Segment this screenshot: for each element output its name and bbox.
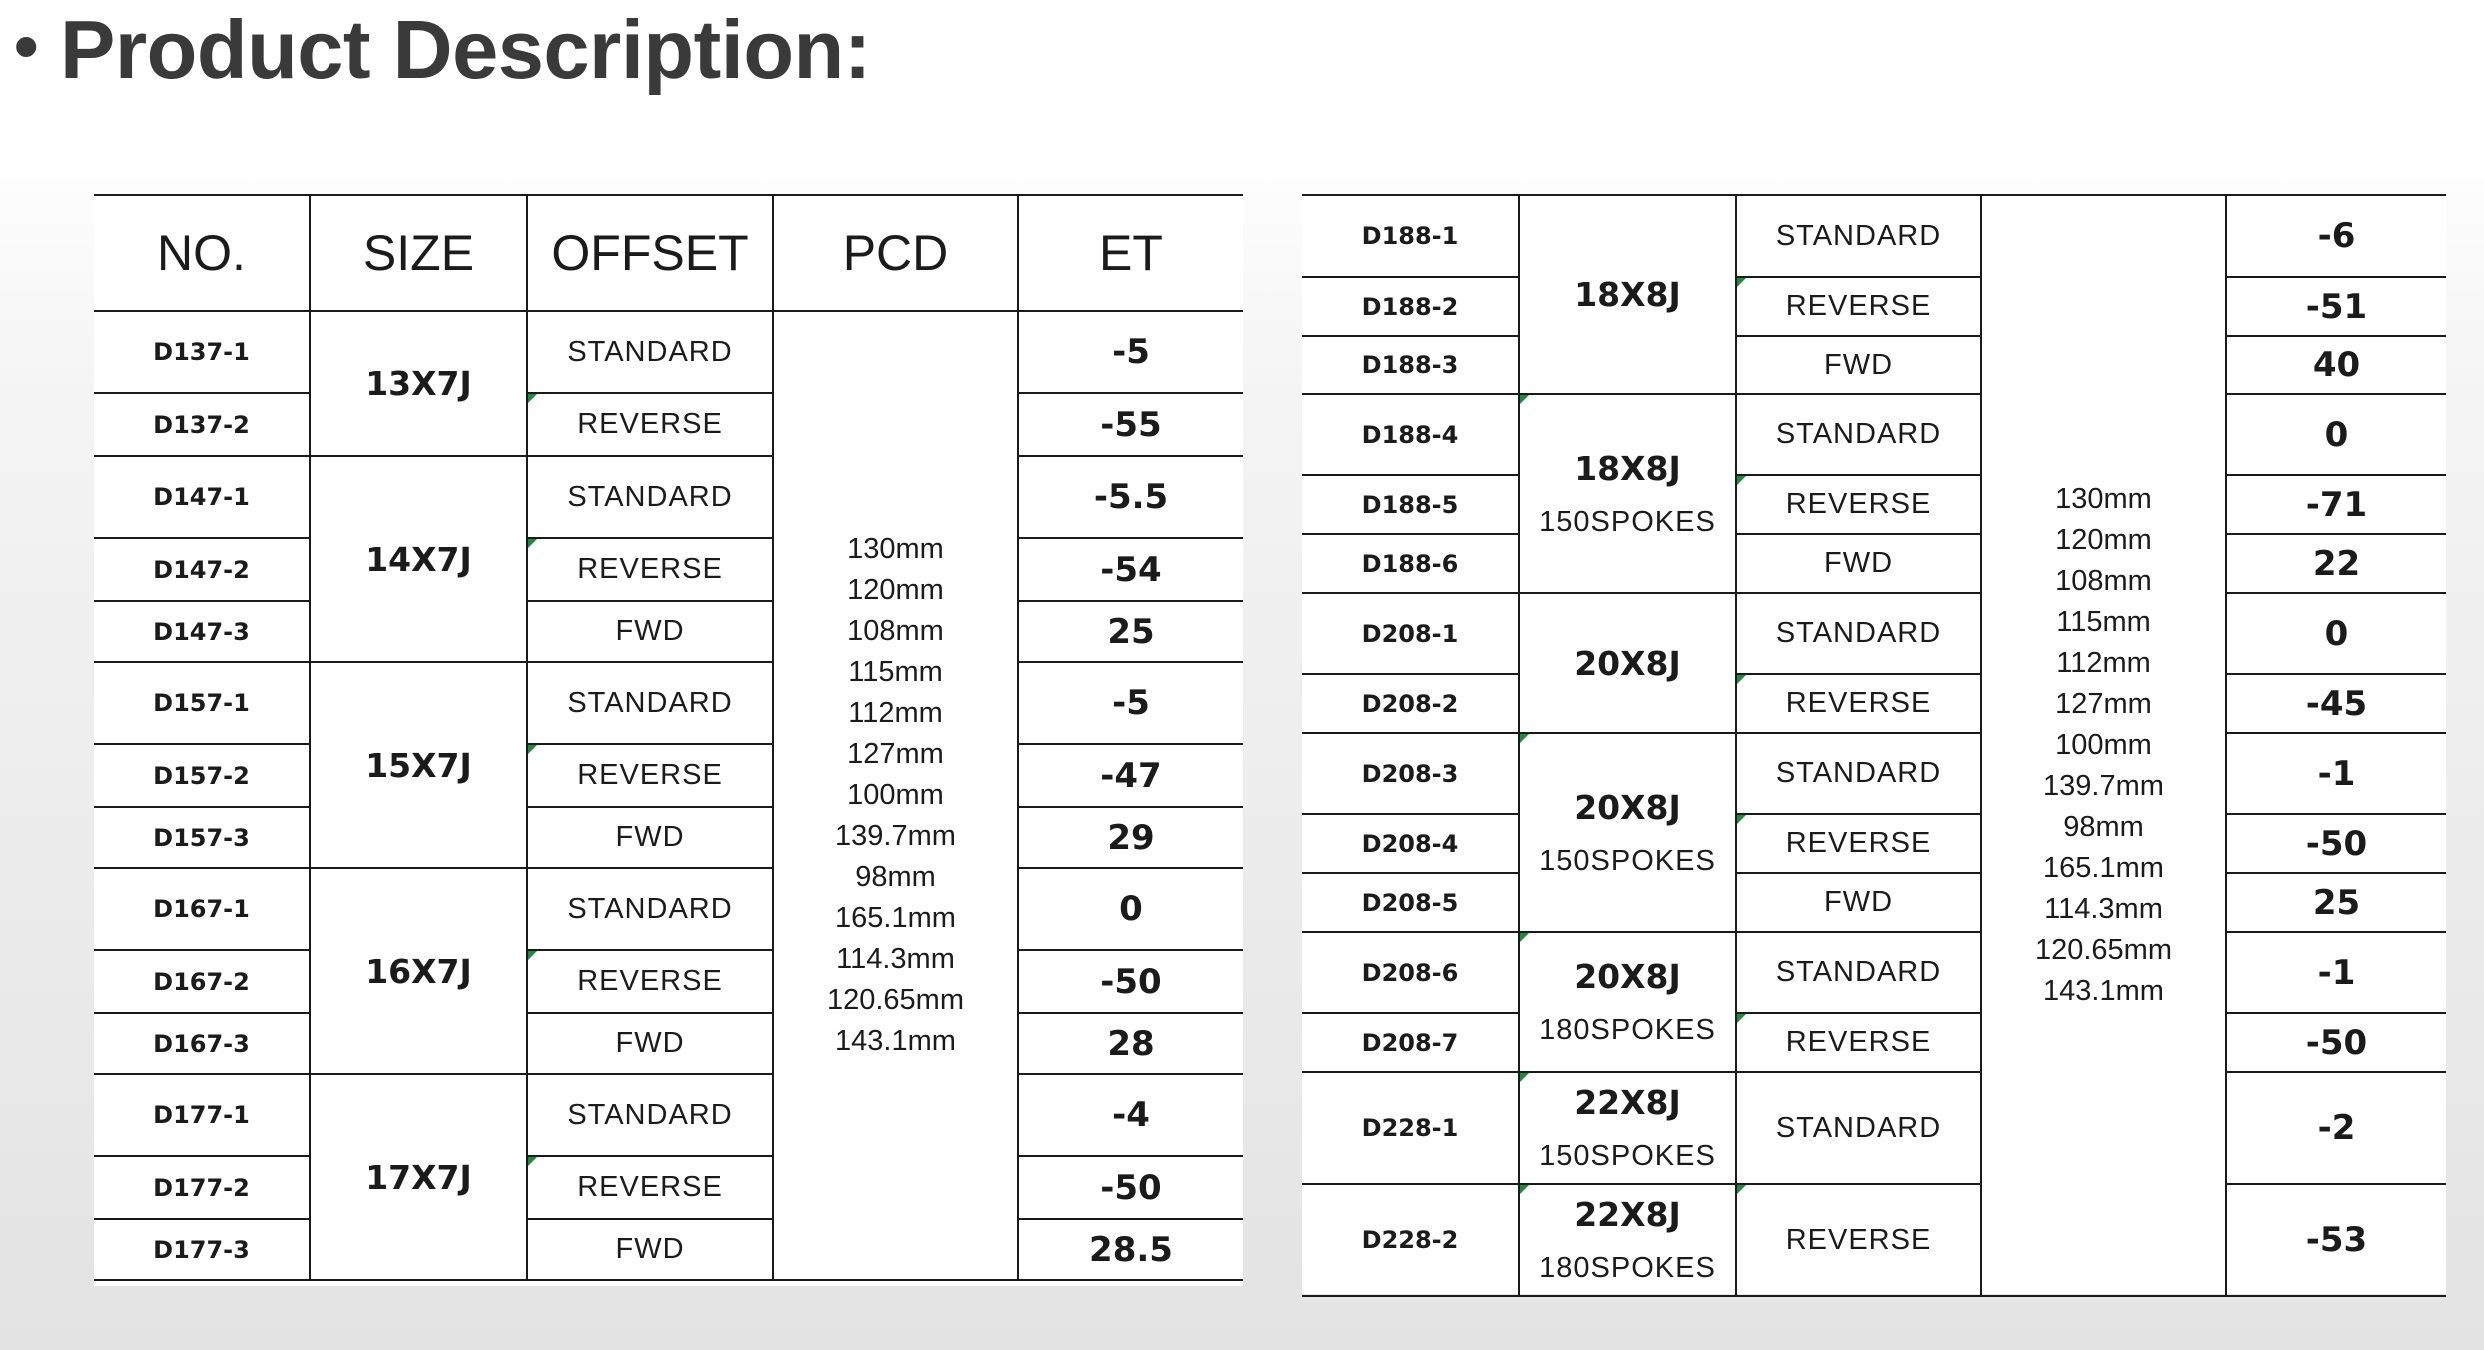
pcd-value: 112mm [848, 697, 943, 729]
et-value: -6 [2226, 195, 2446, 277]
et-value: 25 [2226, 873, 2446, 932]
part-number: D147-3 [94, 601, 310, 662]
offset-cell: REVERSE [1736, 277, 1981, 336]
part-number: D167-1 [94, 868, 310, 950]
et-value: -50 [2226, 1013, 2446, 1072]
header-size: SIZE [310, 195, 527, 311]
table-row [94, 538, 1243, 601]
pcd-value: 127mm [847, 738, 944, 770]
pcd-value: 165.1mm [835, 902, 956, 934]
spoke-count: 180SPOKES [1539, 1252, 1716, 1284]
offset-cell: STANDARD [1736, 932, 1981, 1013]
offset-cell: FWD [1736, 873, 1981, 932]
pcd-value: 120mm [2055, 524, 2152, 556]
part-number: D208-5 [1302, 873, 1519, 932]
pcd-value: 114.3mm [836, 943, 955, 975]
size-label: 18X8J [1574, 448, 1681, 488]
et-value: -50 [2226, 814, 2446, 873]
offset-cell: REVERSE [527, 1156, 773, 1219]
spoke-count: 150SPOKES [1539, 1140, 1716, 1172]
et-value: -55 [1018, 393, 1243, 456]
offset-cell: STANDARD [1736, 195, 1981, 277]
size-label: 18X8J [1574, 275, 1681, 314]
part-number: D188-4 [1302, 394, 1519, 475]
et-value: -45 [2226, 674, 2446, 733]
table-row [94, 807, 1243, 868]
part-number: D137-2 [94, 393, 310, 456]
table-row [1302, 534, 2446, 593]
et-value: -50 [1018, 1156, 1243, 1219]
size-label: 22X8J [1574, 1195, 1681, 1234]
size-cell [1519, 1072, 1736, 1184]
offset-cell: STANDARD [527, 1074, 773, 1156]
et-value: 28 [1018, 1013, 1243, 1074]
header-no: NO. [94, 195, 310, 311]
et-value: -54 [1018, 538, 1243, 601]
pcd-value: 98mm [2063, 811, 2144, 843]
offset-cell: STANDARD [1736, 593, 1981, 674]
part-number: D228-2 [1302, 1184, 1519, 1296]
table-row [1302, 674, 2446, 733]
pcd-value: 100mm [847, 779, 944, 811]
pcd-value: 108mm [847, 615, 944, 647]
offset-cell: FWD [1736, 336, 1981, 394]
size-cell [1519, 593, 1736, 733]
table-row [1302, 733, 2446, 814]
part-number: D167-3 [94, 1013, 310, 1074]
header-pcd: PCD [773, 195, 1018, 311]
table-row [1302, 1013, 2446, 1072]
et-value: 40 [2226, 336, 2446, 394]
heading-title: Product Description: [60, 3, 871, 96]
table-row [1302, 932, 2446, 1013]
table-row [94, 456, 1243, 538]
part-number: D157-2 [94, 744, 310, 807]
et-value: -2 [2226, 1072, 2446, 1184]
et-value: -71 [2226, 475, 2446, 534]
part-number: D228-1 [1302, 1072, 1519, 1184]
offset-cell: REVERSE [1736, 814, 1981, 873]
pcd-cell [773, 311, 1018, 1280]
spoke-count: 150SPOKES [1539, 505, 1716, 538]
table-row [94, 950, 1243, 1013]
pcd-value: 114.3mm [2044, 893, 2163, 925]
part-number: D208-4 [1302, 814, 1519, 873]
offset-cell: REVERSE [1736, 1013, 1981, 1072]
pcd-value: 115mm [848, 656, 943, 688]
part-number: D167-2 [94, 950, 310, 1013]
size-label: 20X8J [1574, 643, 1681, 683]
part-number: D188-5 [1302, 475, 1519, 534]
pcd-value: 120.65mm [2034, 934, 2172, 966]
table-row [94, 601, 1243, 662]
pcd-cell [1981, 195, 2226, 1296]
table-row [1302, 394, 2446, 475]
size-label: 20X8J [1574, 787, 1681, 827]
spoke-count: 180SPOKES [1539, 1014, 1716, 1046]
et-value: 28.5 [1018, 1219, 1243, 1280]
pcd-value: 115mm [2056, 606, 2151, 638]
size-label: 20X8J [1574, 957, 1681, 996]
pcd-value: 100mm [2055, 729, 2152, 761]
table-row [94, 393, 1243, 456]
part-number: D188-1 [1302, 195, 1519, 277]
et-value: 22 [2226, 534, 2446, 593]
table-row [94, 1074, 1243, 1156]
table-row [94, 311, 1243, 393]
size-label: 14X7J [365, 539, 472, 579]
pcd-value: 108mm [2055, 565, 2152, 597]
offset-cell: REVERSE [1736, 475, 1981, 534]
wheel-spec-table-right-panel [1302, 194, 2446, 1294]
size-label: 16X7J [365, 951, 472, 991]
offset-cell: STANDARD [527, 456, 773, 538]
part-number: D208-7 [1302, 1013, 1519, 1072]
size-cell [1519, 195, 1736, 394]
size-cell [310, 662, 527, 868]
et-value: -5 [1018, 311, 1243, 393]
offset-cell: FWD [527, 601, 773, 662]
offset-cell: REVERSE [527, 538, 773, 601]
et-value: -1 [2226, 733, 2446, 814]
pcd-value: 130mm [2055, 483, 2152, 515]
offset-cell: REVERSE [527, 950, 773, 1013]
page-heading [14, 0, 871, 100]
heading-bullet: • [14, 7, 39, 85]
header-offset: OFFSET [527, 195, 773, 311]
size-label: 22X8J [1574, 1083, 1681, 1122]
size-cell [310, 311, 527, 456]
table-row [1302, 336, 2446, 394]
table-header-row [94, 195, 1243, 311]
size-cell [310, 456, 527, 662]
table-row [94, 662, 1243, 744]
part-number: D137-1 [94, 311, 310, 393]
pcd-value: 130mm [847, 533, 944, 565]
part-number: D188-2 [1302, 277, 1519, 336]
et-value: -53 [2226, 1184, 2446, 1296]
part-number: D157-1 [94, 662, 310, 744]
et-value: -5 [1018, 662, 1243, 744]
pcd-value: 143.1mm [835, 1025, 956, 1057]
table-row [1302, 277, 2446, 336]
table-row [1302, 814, 2446, 873]
offset-cell: REVERSE [527, 393, 773, 456]
et-value: 29 [1018, 807, 1243, 868]
offset-cell: STANDARD [527, 868, 773, 950]
size-label: 17X7J [365, 1157, 472, 1197]
table-row [94, 868, 1243, 950]
offset-cell: FWD [527, 1013, 773, 1074]
pcd-value: 98mm [855, 861, 936, 893]
offset-cell: FWD [527, 807, 773, 868]
part-number: D208-2 [1302, 674, 1519, 733]
pcd-value: 139.7mm [835, 820, 956, 852]
part-number: D177-1 [94, 1074, 310, 1156]
pcd-value: 112mm [2056, 647, 2151, 679]
table-row [1302, 873, 2446, 932]
part-number: D147-1 [94, 456, 310, 538]
et-value: 0 [2226, 394, 2446, 475]
size-cell [1519, 1184, 1736, 1296]
offset-cell: STANDARD [1736, 394, 1981, 475]
et-value: -51 [2226, 277, 2446, 336]
part-number: D177-3 [94, 1219, 310, 1280]
wheel-spec-table-right [1302, 194, 2446, 1297]
size-cell [1519, 733, 1736, 932]
et-value: 25 [1018, 601, 1243, 662]
table-row [94, 1156, 1243, 1219]
part-number: D147-2 [94, 538, 310, 601]
pcd-value: 143.1mm [2043, 975, 2164, 1007]
size-cell [310, 868, 527, 1074]
size-cell [1519, 394, 1736, 593]
part-number: D188-6 [1302, 534, 1519, 593]
size-cell [310, 1074, 527, 1280]
size-cell [1519, 932, 1736, 1072]
table-row [1302, 1184, 2446, 1296]
offset-cell: STANDARD [1736, 1072, 1981, 1184]
et-value: -5.5 [1018, 456, 1243, 538]
et-value: -47 [1018, 744, 1243, 807]
et-value: -50 [1018, 950, 1243, 1013]
table-row [1302, 195, 2446, 277]
pcd-value: 165.1mm [2043, 852, 2164, 884]
offset-cell: REVERSE [1736, 1184, 1981, 1296]
offset-cell: FWD [1736, 534, 1981, 593]
wheel-spec-table-left-panel [94, 194, 1243, 1286]
offset-cell: STANDARD [527, 311, 773, 393]
et-value: -4 [1018, 1074, 1243, 1156]
offset-cell: REVERSE [1736, 674, 1981, 733]
pcd-value: 127mm [2055, 688, 2152, 720]
part-number: D208-3 [1302, 733, 1519, 814]
et-value: -1 [2226, 932, 2446, 1013]
spoke-count: 150SPOKES [1539, 844, 1716, 877]
offset-cell: REVERSE [527, 744, 773, 807]
wheel-spec-table-left [94, 194, 1243, 1281]
offset-cell: STANDARD [527, 662, 773, 744]
table-row [1302, 593, 2446, 674]
pcd-value: 120mm [847, 574, 944, 606]
et-value: 0 [2226, 593, 2446, 674]
size-label: 15X7J [365, 745, 472, 785]
table-row [94, 1219, 1243, 1280]
part-number: D208-1 [1302, 593, 1519, 674]
part-number: D188-3 [1302, 336, 1519, 394]
offset-cell: STANDARD [1736, 733, 1981, 814]
table-row [1302, 1072, 2446, 1184]
part-number: D157-3 [94, 807, 310, 868]
offset-cell: FWD [527, 1219, 773, 1280]
header-et: ET [1018, 195, 1243, 311]
pcd-value: 120.65mm [826, 984, 964, 1016]
et-value: 0 [1018, 868, 1243, 950]
table-row [94, 1013, 1243, 1074]
size-label: 13X7J [365, 364, 472, 403]
table-row [94, 744, 1243, 807]
part-number: D177-2 [94, 1156, 310, 1219]
pcd-value: 139.7mm [2043, 770, 2164, 802]
part-number: D208-6 [1302, 932, 1519, 1013]
table-row [1302, 475, 2446, 534]
